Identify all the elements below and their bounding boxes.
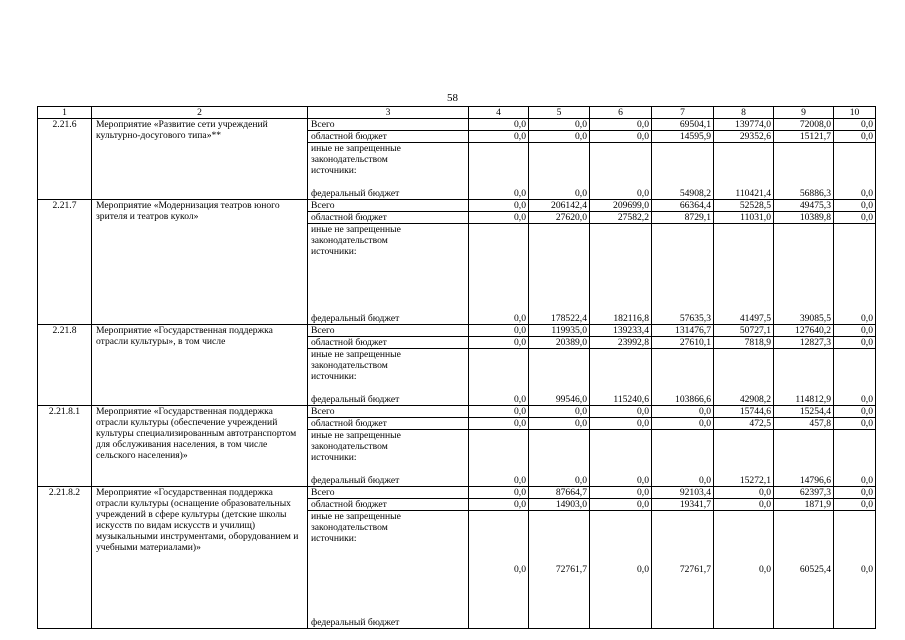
- row-code: 2.21.6: [38, 119, 92, 200]
- value-cell: 0,0: [469, 406, 529, 418]
- value-cell: 99546,0: [529, 349, 590, 406]
- value-cell: 0,0: [652, 406, 714, 418]
- value-cell: 0,0: [469, 325, 529, 337]
- source-regional-label: областной бюджет: [308, 418, 469, 430]
- value-cell: 0,0: [834, 337, 876, 349]
- value-cell: 0,0: [529, 430, 590, 487]
- value-cell: 0,0: [590, 418, 652, 430]
- value-cell: 0,0: [469, 212, 529, 224]
- header-cell-3: 3: [308, 107, 469, 119]
- row-code: 2.21.7: [38, 200, 92, 325]
- value-cell: 72008,0: [774, 119, 834, 131]
- header-cell-2: 2: [92, 107, 308, 119]
- table-header-row: [38, 107, 876, 119]
- source-other-label: законодательством: [311, 154, 388, 165]
- source-total-label: Всего: [308, 487, 469, 499]
- value-cell: 0,0: [834, 406, 876, 418]
- row-name: Мероприятие «Государственная поддержка отрасли культуры (обеспечение учреждений культуры специализированным автотранспортом для обслуживания населения, в том числе сельского населения)»: [92, 406, 308, 487]
- value-cell: 72761,7: [652, 511, 714, 629]
- value-cell: 0,0: [469, 511, 529, 629]
- table-row: [38, 406, 876, 418]
- value-cell: 139774,0: [714, 119, 774, 131]
- value-cell: 0,0: [652, 418, 714, 430]
- value-cell: 14796,6: [774, 430, 834, 487]
- source-federal-label: федеральный бюджет: [311, 313, 400, 324]
- source-other-federal-cell: [308, 349, 469, 406]
- source-regional-label: областной бюджет: [308, 131, 469, 143]
- value-cell: 0,0: [590, 131, 652, 143]
- value-cell: 69504,1: [652, 119, 714, 131]
- source-other-label: иные не запрещенные: [311, 430, 401, 441]
- value-cell: 0,0: [469, 349, 529, 406]
- value-cell: 27582,2: [590, 212, 652, 224]
- header-cell-10: 10: [834, 107, 876, 119]
- value-cell: 1871,9: [774, 499, 834, 511]
- header-cell-7: 7: [652, 107, 714, 119]
- value-cell: 10389,8: [774, 212, 834, 224]
- source-regional-label: областной бюджет: [308, 337, 469, 349]
- value-cell: 0,0: [834, 212, 876, 224]
- source-federal-label: федеральный бюджет: [311, 394, 400, 405]
- value-cell: 0,0: [469, 200, 529, 212]
- source-spacer: [311, 463, 466, 475]
- value-cell: 27610,1: [652, 337, 714, 349]
- value-cell: 15744,6: [714, 406, 774, 418]
- value-cell: 0,0: [590, 511, 652, 629]
- value-cell: 0,0: [590, 406, 652, 418]
- header-cell-5: 5: [529, 107, 590, 119]
- value-cell: 115240,6: [590, 349, 652, 406]
- value-cell: 0,0: [529, 406, 590, 418]
- header-cell-4: 4: [469, 107, 529, 119]
- table-row: [38, 325, 876, 337]
- value-cell: 14595,9: [652, 131, 714, 143]
- value-cell: 0,0: [714, 511, 774, 629]
- value-cell: 0,0: [469, 487, 529, 499]
- value-cell: 66364,4: [652, 200, 714, 212]
- page-number: 58: [447, 92, 458, 104]
- value-cell: 15272,1: [714, 430, 774, 487]
- source-other-label: иные не запрещенные: [311, 143, 401, 154]
- source-other-label: источники:: [311, 371, 357, 382]
- table-row: [38, 119, 876, 131]
- table-body: [38, 107, 876, 629]
- value-cell: 50727,1: [714, 325, 774, 337]
- value-cell: 15121,7: [774, 131, 834, 143]
- value-cell: 11031,0: [714, 212, 774, 224]
- value-cell: 39085,5: [774, 224, 834, 325]
- value-cell: 62397,3: [774, 487, 834, 499]
- value-cell: 0,0: [590, 487, 652, 499]
- value-cell: 0,0: [469, 131, 529, 143]
- source-total-label: Всего: [308, 200, 469, 212]
- value-cell: 0,0: [590, 119, 652, 131]
- value-cell: 14903,0: [529, 499, 590, 511]
- value-cell: 0,0: [714, 487, 774, 499]
- value-cell: 0,0: [834, 418, 876, 430]
- source-regional-label: областной бюджет: [308, 212, 469, 224]
- source-other-federal-cell: [308, 143, 469, 200]
- row-name: Мероприятие «Государственная поддержка отрасли культуры (оснащение образовательных учреждений в сфере культуры (детские школы искусств по видам искусств и училищ) музыкальными инструментами, оборудованием и учебными материалами)»: [92, 487, 308, 629]
- value-cell: 0,0: [834, 430, 876, 487]
- source-total-label: Всего: [308, 325, 469, 337]
- value-cell: 0,0: [469, 119, 529, 131]
- value-cell: 23992,8: [590, 337, 652, 349]
- source-other-label: законодательством: [311, 441, 388, 452]
- value-cell: 0,0: [834, 200, 876, 212]
- value-cell: 206142,4: [529, 200, 590, 212]
- value-cell: 0,0: [469, 418, 529, 430]
- value-cell: 54908,2: [652, 143, 714, 200]
- value-cell: 0,0: [529, 119, 590, 131]
- value-cell: 0,0: [469, 499, 529, 511]
- source-federal-label: федеральный бюджет: [311, 188, 400, 199]
- value-cell: 182116,8: [590, 224, 652, 325]
- header-cell-1: 1: [38, 107, 92, 119]
- value-cell: 57635,3: [652, 224, 714, 325]
- value-cell: 0,0: [834, 119, 876, 131]
- source-other-label: источники:: [311, 452, 357, 463]
- source-other-label: источники:: [311, 165, 357, 176]
- value-cell: 60525,4: [774, 511, 834, 629]
- source-other-label: источники:: [311, 246, 357, 257]
- value-cell: 0,0: [590, 499, 652, 511]
- source-other-label: законодательством: [311, 235, 388, 246]
- value-cell: 0,0: [834, 131, 876, 143]
- value-cell: 114812,9: [774, 349, 834, 406]
- row-name: Мероприятие «Модернизация театров юного зрителя и театров кукол»: [92, 200, 308, 325]
- value-cell: 20389,0: [529, 337, 590, 349]
- value-cell: 0,0: [529, 418, 590, 430]
- row-name: Мероприятие «Развитие сети учреждений культурно-досугового типа»**: [92, 119, 308, 200]
- value-cell: 0,0: [834, 499, 876, 511]
- value-cell: 27620,0: [529, 212, 590, 224]
- source-other-label: источники:: [311, 533, 357, 544]
- value-cell: 0,0: [834, 349, 876, 406]
- row-code: 2.21.8: [38, 325, 92, 406]
- value-cell: 0,0: [834, 511, 876, 629]
- row-code: 2.21.8.2: [38, 487, 92, 629]
- value-cell: 0,0: [469, 224, 529, 325]
- value-cell: 0,0: [469, 430, 529, 487]
- value-cell: 139233,4: [590, 325, 652, 337]
- value-cell: 127640,2: [774, 325, 834, 337]
- value-cell: 7818,9: [714, 337, 774, 349]
- header-cell-6: 6: [590, 107, 652, 119]
- value-cell: 56886,3: [774, 143, 834, 200]
- header-cell-9: 9: [774, 107, 834, 119]
- source-total-label: Всего: [308, 406, 469, 418]
- table-row: [38, 200, 876, 212]
- value-cell: 110421,4: [714, 143, 774, 200]
- value-cell: 0,0: [652, 430, 714, 487]
- source-other-label: иные не запрещенные: [311, 349, 401, 360]
- value-cell: 49475,3: [774, 200, 834, 212]
- value-cell: 0,0: [529, 131, 590, 143]
- value-cell: 119935,0: [529, 325, 590, 337]
- value-cell: 0,0: [834, 143, 876, 200]
- value-cell: 0,0: [529, 143, 590, 200]
- value-cell: 472,5: [714, 418, 774, 430]
- value-cell: 0,0: [714, 499, 774, 511]
- value-cell: 0,0: [834, 487, 876, 499]
- value-cell: 0,0: [590, 143, 652, 200]
- value-cell: 457,8: [774, 418, 834, 430]
- source-spacer: [311, 257, 466, 313]
- value-cell: 0,0: [834, 224, 876, 325]
- source-federal-label: федеральный бюджет: [311, 617, 400, 628]
- source-other-label: иные не запрещенные: [311, 224, 401, 235]
- source-other-federal-cell: [308, 224, 469, 325]
- row-code: 2.21.8.1: [38, 406, 92, 487]
- header-cell-8: 8: [714, 107, 774, 119]
- value-cell: 12827,3: [774, 337, 834, 349]
- value-cell: 0,0: [469, 337, 529, 349]
- source-spacer: [311, 176, 466, 188]
- source-other-label: законодательством: [311, 360, 388, 371]
- source-federal-label: федеральный бюджет: [311, 475, 400, 486]
- value-cell: 92103,4: [652, 487, 714, 499]
- source-other-label: законодательством: [311, 522, 388, 533]
- value-cell: 72761,7: [529, 511, 590, 629]
- value-cell: 15254,4: [774, 406, 834, 418]
- source-other-federal-cell: [308, 430, 469, 487]
- budget-table: [37, 106, 876, 629]
- value-cell: 131476,7: [652, 325, 714, 337]
- value-cell: 0,0: [590, 430, 652, 487]
- row-name: Мероприятие «Государственная поддержка отрасли культуры», в том числе: [92, 325, 308, 406]
- value-cell: 29352,6: [714, 131, 774, 143]
- source-spacer: [311, 544, 466, 617]
- value-cell: 52528,5: [714, 200, 774, 212]
- source-other-label: иные не запрещенные: [311, 511, 401, 522]
- source-spacer: [311, 382, 466, 394]
- value-cell: 0,0: [834, 325, 876, 337]
- source-total-label: Всего: [308, 119, 469, 131]
- value-cell: 87664,7: [529, 487, 590, 499]
- table-row: [38, 487, 876, 499]
- source-regional-label: областной бюджет: [308, 499, 469, 511]
- value-cell: 19341,7: [652, 499, 714, 511]
- value-cell: 41497,5: [714, 224, 774, 325]
- source-other-federal-cell: [308, 511, 469, 629]
- value-cell: 103866,6: [652, 349, 714, 406]
- value-cell: 42908,2: [714, 349, 774, 406]
- value-cell: 8729,1: [652, 212, 714, 224]
- value-cell: 178522,4: [529, 224, 590, 325]
- value-cell: 0,0: [469, 143, 529, 200]
- value-cell: 209699,0: [590, 200, 652, 212]
